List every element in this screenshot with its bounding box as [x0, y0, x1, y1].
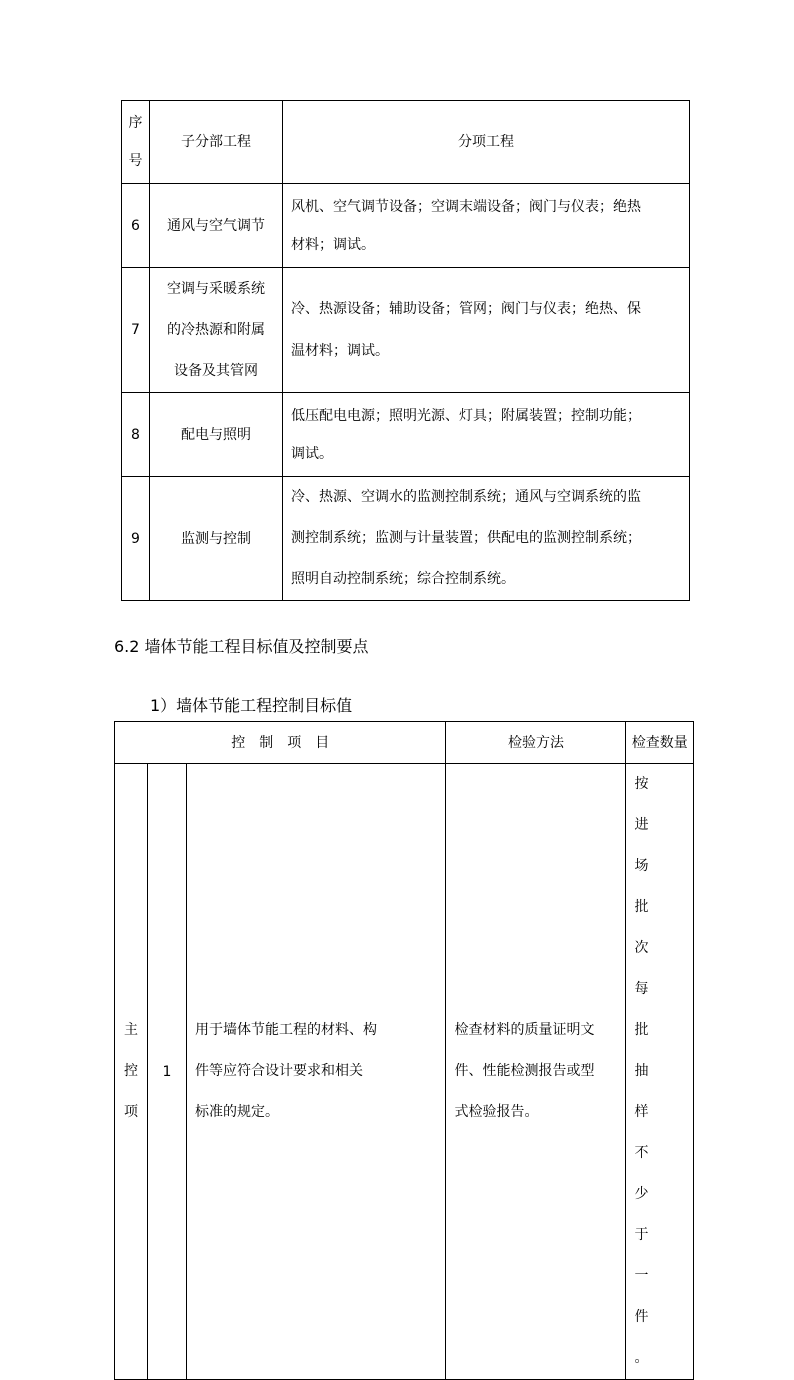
- text-line: 少 于 一 件 。: [634, 1186, 649, 1366]
- text-line: 温材料；调试。: [291, 343, 389, 359]
- row-item: [187, 764, 446, 1380]
- row-no: 6: [122, 184, 150, 268]
- row-method: [446, 764, 626, 1380]
- row-item: [283, 268, 690, 393]
- row-sub: 通风与空气调节: [150, 184, 283, 268]
- header-method: 检验方法: [446, 722, 626, 764]
- text-line: 件等应符合设计要求和相关: [195, 1063, 363, 1079]
- header-sub: 子分部工程: [150, 101, 283, 184]
- header-control: 控 制 项 目: [115, 722, 446, 764]
- sub-heading: 1）墙体节能工程控制目标值: [150, 696, 353, 715]
- subsection-table: [121, 100, 690, 601]
- text-line: 设备及其管网: [174, 362, 258, 379]
- header-no: [122, 101, 150, 184]
- header-item: 分项工程: [283, 101, 690, 184]
- text-line: 式检验报告。: [454, 1104, 539, 1120]
- text-line: 号: [128, 153, 143, 169]
- text-line: 检查材料的质量证明文: [454, 1022, 595, 1038]
- text-line: 低压配电电源；照明光源、灯具；附属装置；控制功能；: [291, 407, 641, 424]
- text-line: 序: [128, 115, 143, 131]
- row-no: 8: [122, 393, 150, 477]
- row-sub: 配电与照明: [150, 393, 283, 477]
- text-line: 调试。: [291, 445, 333, 462]
- table-header-row: [122, 101, 690, 184]
- text-line: 用于墙体节能工程的材料、构: [195, 1022, 377, 1038]
- table-row: [122, 184, 690, 268]
- table-row: [122, 477, 690, 601]
- row-sub: [150, 268, 283, 393]
- row-no: 7: [122, 268, 150, 393]
- row-no: 1: [148, 764, 187, 1380]
- text-line: 按 进 场 批 次: [634, 776, 649, 956]
- text-line: 件、性能检测报告或型: [454, 1063, 595, 1079]
- header-no-text: [122, 104, 149, 180]
- table-row: [115, 764, 694, 1380]
- section-heading: 6.2 墙体节能工程目标值及控制要点: [114, 637, 369, 656]
- table-row: [122, 393, 690, 477]
- text-line: 冷、热源设备；辅助设备；管网；阀门与仪表；绝热、保: [291, 301, 641, 317]
- text-line: 主: [124, 1022, 138, 1038]
- row-item: [283, 393, 690, 477]
- row-item: [283, 184, 690, 268]
- row-item: [283, 477, 690, 601]
- text-line: 材料；调试。: [291, 236, 375, 253]
- text-line: 测控制系统；监测与计量装置；供配电的监测控制系统；: [291, 530, 641, 546]
- text-line: 的冷热源和附属: [167, 321, 265, 338]
- text-line: 空调与采暖系统: [167, 280, 265, 297]
- text-line: 项: [124, 1104, 138, 1120]
- text-line: 照明自动控制系统；综合控制系统。: [291, 571, 515, 587]
- text-line: 风机、空气调节设备；空调末端设备；阀门与仪表；绝热: [291, 198, 641, 215]
- control-target-table: [114, 721, 694, 1380]
- header-quantity: 检查数量: [626, 722, 694, 764]
- text-line: 控: [124, 1063, 138, 1079]
- row-no: 9: [122, 477, 150, 601]
- text-line: 标准的规定。: [195, 1104, 279, 1120]
- text-line: 每 批 抽 样 不: [634, 981, 649, 1161]
- text-line: 冷、热源、空调水的监测控制系统；通风与空调系统的监: [291, 489, 641, 505]
- table-header-row: [115, 722, 694, 764]
- table-row: [122, 268, 690, 393]
- row-category: [115, 764, 148, 1380]
- row-quantity: [626, 764, 694, 1380]
- row-sub: 监测与控制: [150, 477, 283, 601]
